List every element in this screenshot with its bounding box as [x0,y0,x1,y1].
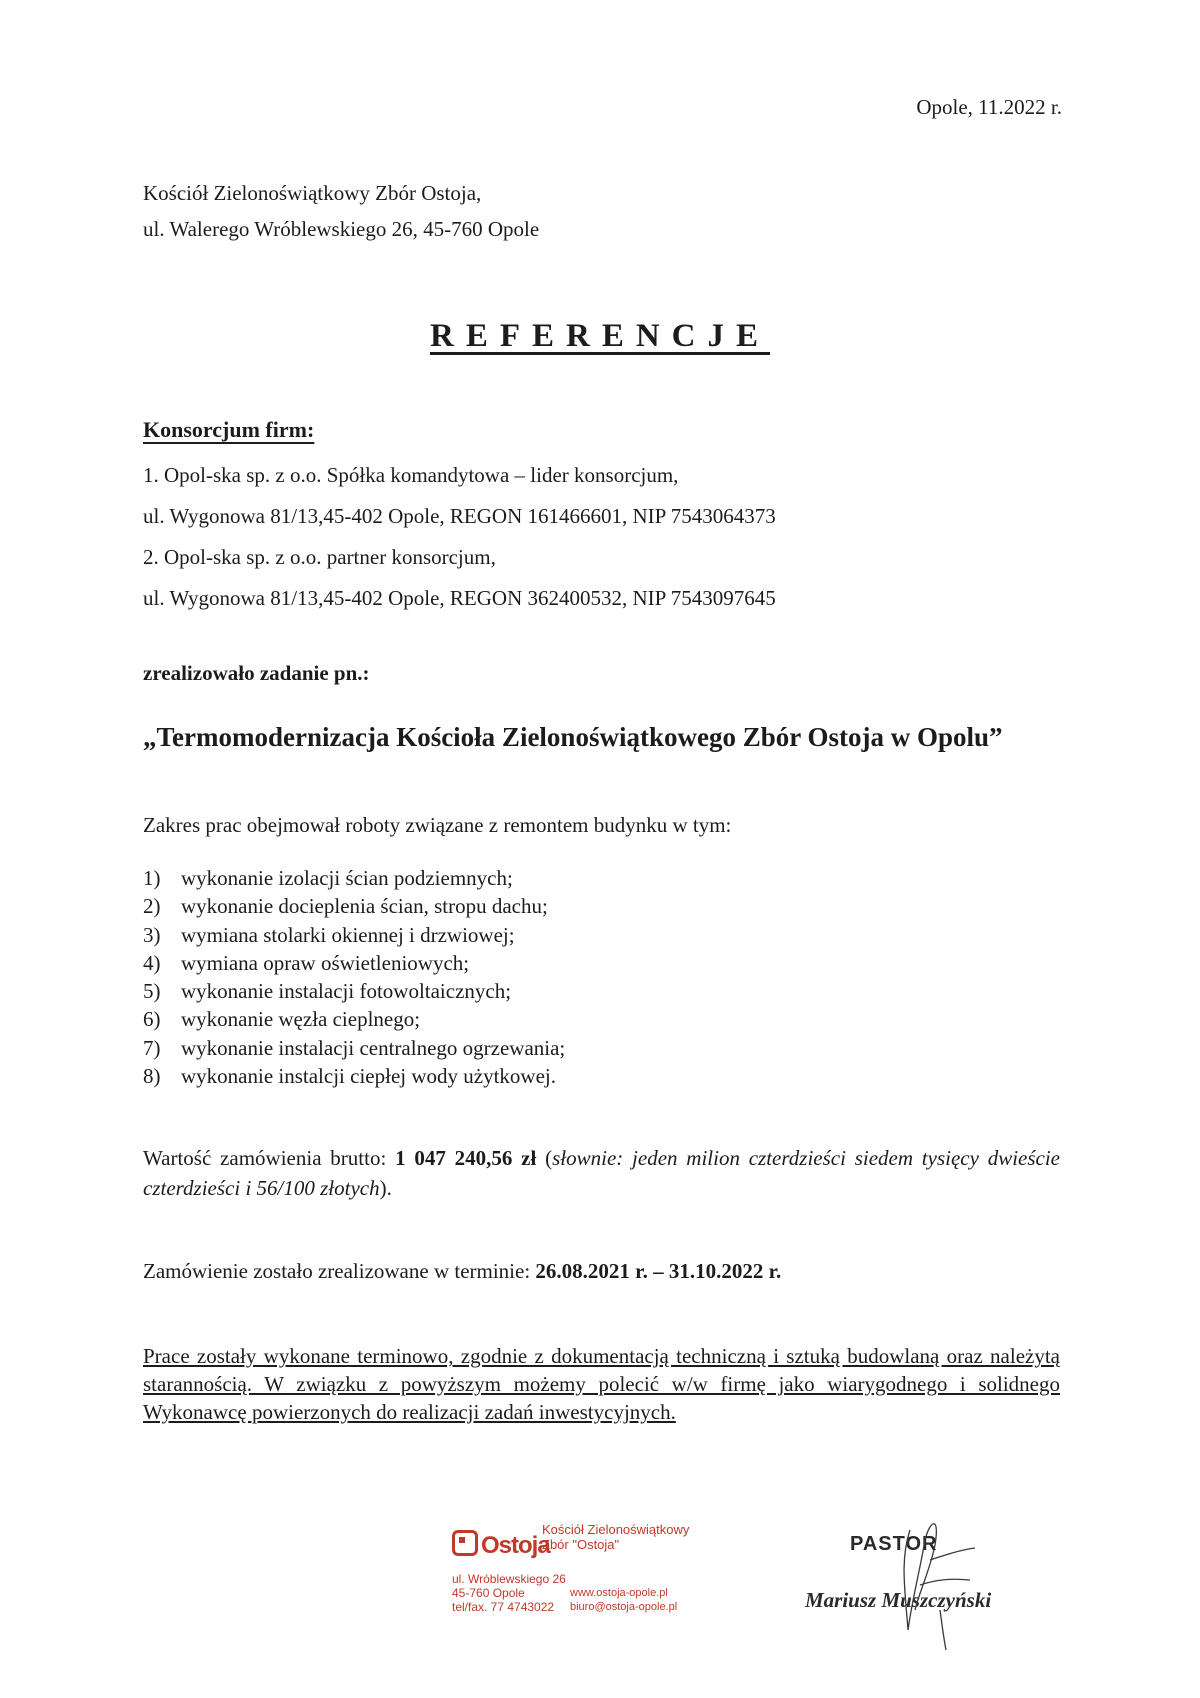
signatory-name: Mariusz Muszczyński [805,1588,992,1612]
stamp-address-line: 45-760 Opole [452,1586,525,1600]
list-item-text: wykonanie docieplenia ścian, stropu dachu; [181,894,548,919]
order-value-paragraph [143,1143,1060,1203]
list-item-number: 6) [143,1007,161,1032]
ostoja-logo-icon [452,1530,478,1556]
list-item-text: wykonanie instalacji fotowoltaicznych; [181,979,512,1004]
stamp-org-name [542,1522,689,1552]
stamp-website: www.ostoja-opole.pl [570,1587,668,1599]
list-item-number: 8) [143,1064,161,1089]
stamp-name-line: Kościół Zielonoświątkowy [542,1522,690,1537]
list-item [143,866,565,894]
order-value-words: słownie: jeden milion czterdzieści siedem tysięcy dwieście czterdzieści i 56/100 złotych [143,1146,1061,1200]
completion-terms [143,1258,781,1285]
list-item-text: wymiana opraw oświetleniowych; [181,950,470,975]
stamp-address [452,1572,566,1614]
list-item-number: 4) [143,950,161,975]
list-item-number: 7) [143,1035,161,1060]
stamp-contact [570,1586,677,1614]
stamp-email: biuro@ostoja-opole.pl [570,1601,678,1613]
list-item [143,923,565,951]
list-item-text: wykonanie węzła cieplnego; [181,1007,421,1032]
list-item-number: 1) [143,866,161,890]
list-item-number: 5) [143,979,161,1004]
terms-dates: 26.08.2021 r. – 31.10.2022 r. [535,1259,782,1283]
list-item [143,1036,565,1064]
consortium-line: ul. Wygonowa 81/13,45-402 Opole, REGON 362400532, NIP 7543097645 [143,586,776,610]
list-item-number: 2) [143,894,161,919]
paren-close: ). [379,1176,392,1200]
handwritten-signature [880,1500,990,1660]
list-item-text: wymiana stolarki okiennej i drzwiowej; [181,922,515,947]
list-item-text: wykonanie instalcji ciepłej wody użytkowej. [181,1064,556,1089]
document-date: Opole, 11.2022 r. [916,95,1062,119]
consortium-line: 2. Opol-ska sp. z o.o. partner konsorcjum, [143,545,496,569]
list-item [143,894,565,922]
works-list [143,866,565,1092]
consortium-line: 1. Opol-ska sp. z o.o. Spółka komandytowa – lider konsorcjum, [143,463,679,487]
recipient-block [143,180,539,252]
stamp-address-line: ul. Wróblewskiego 26 [452,1572,566,1586]
task-name: „Termomodernizacja Kościoła Zielonoświątkowego Zbór Ostoja w Opolu” [143,722,1003,752]
consortium-list [143,462,776,626]
list-item-number: 3) [143,922,161,947]
stamp-name-line: Zbór "Ostoja" [542,1537,620,1552]
ostoja-logo [452,1530,550,1560]
stamp-phone: tel/fax. 77 4743022 [452,1600,555,1614]
signatory-title: PASTOR [850,1533,938,1555]
organization-stamp [450,1520,730,1632]
scope-intro: Zakres prac obejmował roboty związane z remontem budynku w tym: [143,813,732,837]
paren-open: ( [536,1146,553,1170]
order-value-label: Wartość zamówienia brutto: [143,1146,396,1170]
list-item-text: wykonanie instalacji centralnego ogrzewania; [181,1035,566,1060]
consortium-line: ul. Wygonowa 81/13,45-402 Opole, REGON 161466601, NIP 7543064373 [143,504,776,528]
list-item [143,1064,565,1092]
list-item [143,1007,565,1035]
order-value-amount: 1 047 240,56 zł [395,1146,537,1170]
list-item-text: wykonanie izolacji ścian podziemnych; [181,866,513,890]
recipient-address: ul. Walerego Wróblewskiego 26, 45-760 Opole [143,217,540,241]
list-item [143,951,565,979]
document-title: REFERENCJE [429,318,771,354]
stamp-logo-text: Ostoja [481,1532,550,1559]
list-item [143,979,565,1007]
recipient-name: Kościół Zielonoświątkowy Zbór Ostoja, [143,181,482,205]
terms-label: Zamówienie zostało zrealizowane w terminie: [143,1259,536,1283]
consortium-heading: Konsorcjum firm: [143,417,315,442]
closing-paragraph: Prace zostały wykonane terminowo, zgodnie z dokumentacją techniczną i sztuką budowlaną oraz należytą starannością. W związku z powyższym możemy polecić w/w firmę jako wiarygodnego i solidnego Wykonawcę powierzonych do realizacji zadań inwestycyjnych. [143,1344,1060,1424]
task-intro: zrealizowało zadanie pn.: [143,661,370,685]
